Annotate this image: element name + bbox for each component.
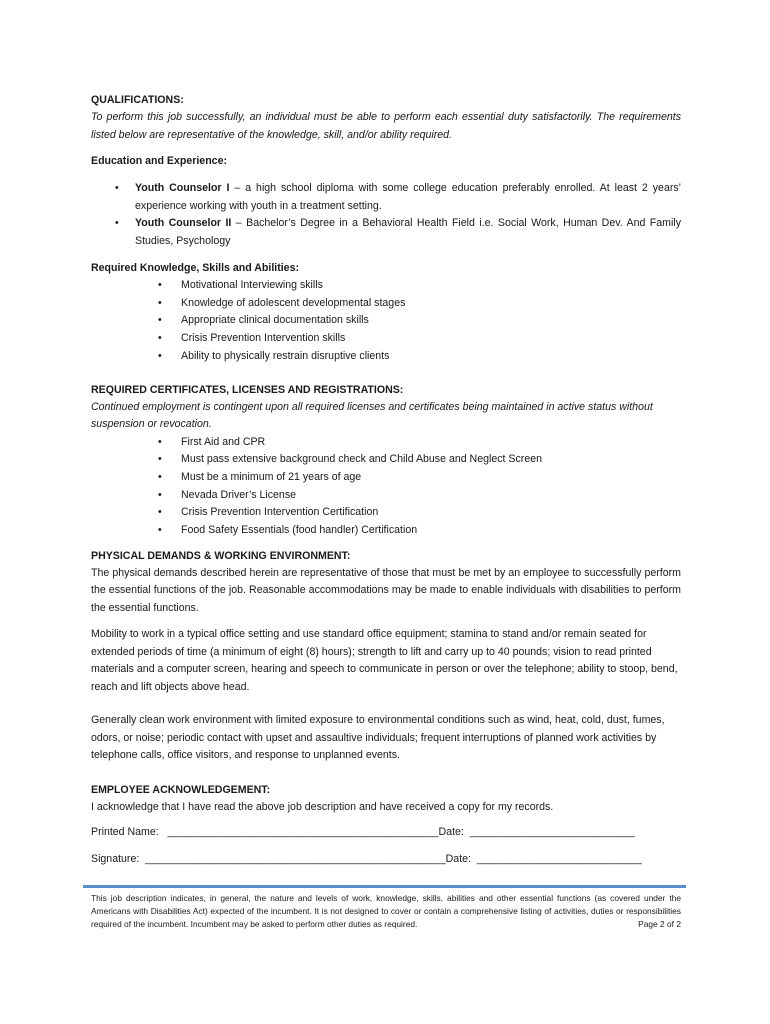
list-item xyxy=(91,330,681,348)
bullet-icon: • xyxy=(158,453,162,466)
item-text: Motivational Interviewing skills xyxy=(181,279,323,291)
item-text: Crisis Prevention Intervention skills xyxy=(181,332,346,345)
item-text: Knowledge of adolescent developmental stages xyxy=(181,296,406,309)
qualifications-section xyxy=(91,92,681,144)
acknowledgement-text: I acknowledge that I have read the above job description and have received a copy for my records. xyxy=(91,800,554,813)
document-page xyxy=(91,92,681,868)
item-text: Crisis Prevention Intervention Certification xyxy=(181,506,379,519)
list-item xyxy=(91,312,681,330)
certificates-intro: Continued employment is contingent upon all required licenses and certificates being maintained in active status without suspension or revocation. xyxy=(91,400,653,431)
bullet-icon: • xyxy=(115,182,119,194)
physical-heading: PHYSICAL DEMANDS & WORKING ENVIRONMENT: xyxy=(91,549,351,562)
list-item xyxy=(91,215,681,250)
item-title: Youth Counselor I xyxy=(135,182,230,194)
physical-section xyxy=(91,548,681,765)
footer-disclaimer: This job description indicates, in general, the nature and levels of work, knowledge, skills, abilities and other essential functions (as covered under the Americans with Disabilities Act) expected of the incumbent. It is not designed to cover or contain a comprehensive listing of activities, duties or responsibilities required of the incumbent. Incumbent may be asked to perform other duties as required. xyxy=(91,893,681,930)
knowledge-section xyxy=(91,260,681,366)
acknowledgement-heading: EMPLOYEE ACKNOWLEDGEMENT: xyxy=(91,783,271,796)
bullet-icon: • xyxy=(115,217,119,229)
bullet-icon: • xyxy=(158,332,162,345)
footer-divider xyxy=(83,885,686,888)
item-text: Bachelor’s Degree in a Behavioral Health Field i.e. Social Work, Human Dev. And Family Studies, Psychology xyxy=(135,217,681,247)
education-heading: Education and Experience: xyxy=(91,155,227,167)
physical-paragraph-1: The physical demands described herein are representative of those that must be met by an employee to successfully perform the essential functions of the job. Reasonable accommodations may be made to enable individuals with disabilities to perform the essential functions. xyxy=(91,566,681,614)
bullet-icon: • xyxy=(158,488,162,501)
item-text: Appropriate clinical documentation skills xyxy=(181,314,369,327)
knowledge-heading: Required Knowledge, Skills and Abilities: xyxy=(91,262,299,274)
item-text: First Aid and CPR xyxy=(181,435,266,448)
item-text: Nevada Driver’s License xyxy=(181,488,297,501)
bullet-icon: • xyxy=(158,524,162,537)
item-text: Must be a minimum of 21 years of age xyxy=(181,470,362,483)
page-footer xyxy=(91,892,681,932)
list-item xyxy=(91,277,681,295)
education-section xyxy=(91,153,681,250)
item-text: Ability to physically restrain disruptive clients xyxy=(181,349,390,362)
bullet-icon: • xyxy=(158,435,162,448)
bullet-icon: • xyxy=(158,296,162,309)
certificates-heading: REQUIRED CERTIFICATES, LICENSES AND REGISTRATIONS: xyxy=(91,383,404,396)
education-list xyxy=(91,180,681,250)
list-item xyxy=(91,295,681,313)
physical-paragraph-3: Generally clean work environment with limited exposure to environmental conditions such as wind, heat, cold, dust, fumes, odors, or noise; periodic contact with upset and assaultive individuals; frequent interruptions of planned work activities by telephone calls, office visitors, and response to unplanned events. xyxy=(91,714,665,762)
printed-name-line: Printed Name: ______________________________________________Date: ____________________________ xyxy=(91,826,635,839)
certificates-list xyxy=(91,434,681,540)
item-separator: – xyxy=(229,182,246,194)
list-item xyxy=(91,451,681,469)
item-title: Youth Counselor II xyxy=(135,217,232,229)
item-text: Must pass extensive background check and Child Abuse and Neglect Screen xyxy=(181,453,542,466)
bullet-icon: • xyxy=(158,279,162,291)
physical-paragraph-2: Mobility to work in a typical office setting and use standard office equipment; stamina to stand and/or remain seated for extended periods of time (a minimum of eight (8) hours); strength to lift and carry up to 40 pounds; vision to read printed materials and a computer screen, hearing and speech to communicate in person or over the telephone; ability to stoop, bend, reach and lift objects above head. xyxy=(91,628,678,693)
acknowledgement-section xyxy=(91,782,681,869)
list-item xyxy=(91,504,681,522)
bullet-icon: • xyxy=(158,506,162,519)
bullet-icon: • xyxy=(158,314,162,327)
item-separator: – xyxy=(231,217,247,229)
item-text: Food Safety Essentials (food handler) Certification xyxy=(181,524,418,537)
signature-line: Signature: ___________________________________________________Date: ____________________________ xyxy=(91,853,642,866)
list-item xyxy=(91,487,681,505)
qualifications-heading: QUALIFICATIONS: xyxy=(91,94,184,106)
page-number: Page 2 of 2 xyxy=(638,919,681,930)
item-text: a high school diploma with some college education preferably enrolled. At least 2 years’ experience working with youth in a treatment setting. xyxy=(135,182,682,212)
list-item xyxy=(91,180,681,215)
list-item xyxy=(91,469,681,487)
list-item xyxy=(91,348,681,366)
list-item xyxy=(91,522,681,540)
bullet-icon: • xyxy=(158,470,162,483)
knowledge-list xyxy=(91,277,681,366)
qualifications-intro: To perform this job successfully, an individual must be able to perform each essential duty satisfactorily. The requirements listed below are representative of the knowledge, skill, and/or ability required. xyxy=(91,111,681,141)
list-item xyxy=(91,434,681,452)
certificates-section xyxy=(91,382,681,540)
bullet-icon: • xyxy=(158,349,162,362)
